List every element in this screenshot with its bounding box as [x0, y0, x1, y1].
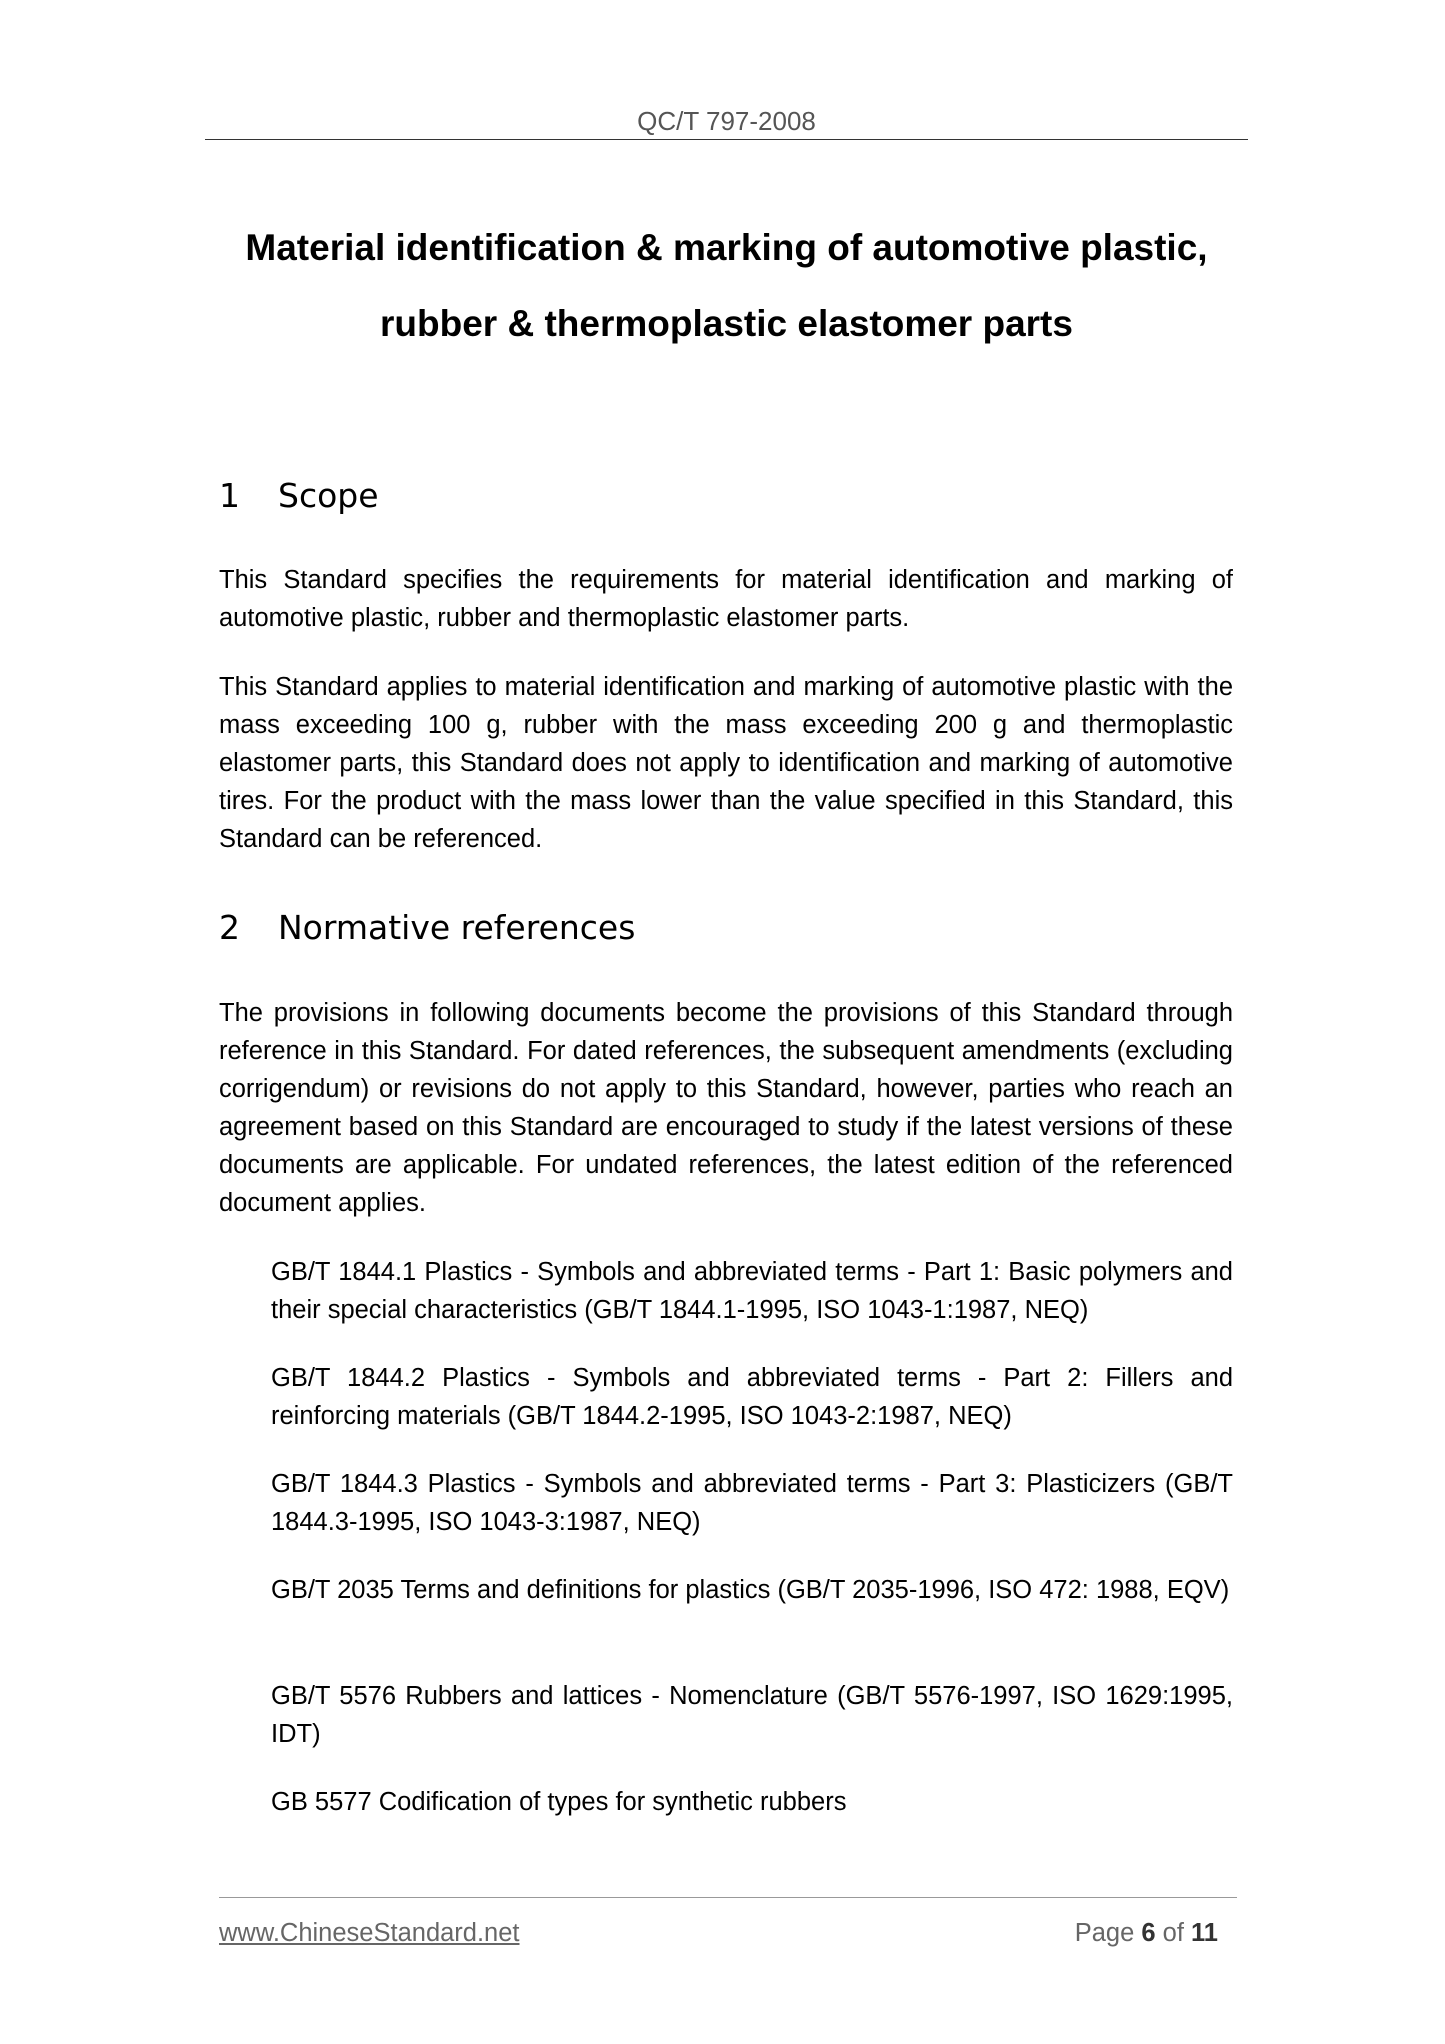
- footer-website-link[interactable]: www.ChineseStandard.net: [219, 1919, 520, 1947]
- page-header: QC/T 797-2008: [637, 106, 816, 136]
- reference-item: GB/T 2035 Terms and definitions for plastics (GB/T 2035-1996, ISO 472: 1988, EQV): [271, 1576, 1230, 1604]
- scope-paragraph: This Standard specifies the requirements for material identification and marking of automotive plastic, rubber and thermoplastic elastomer parts.: [219, 566, 1233, 632]
- section-heading-normative-references: [219, 906, 635, 950]
- document-title: [205, 210, 1248, 362]
- reference-item: GB/T 1844.2 Plastics - Symbols and abbreviated terms - Part 2: Fillers and reinforcing materials (GB/T 1844.2-1995, ISO 1043-2:1987, NEQ): [271, 1364, 1233, 1430]
- reference-item: GB 5577 Codification of types for synthetic rubbers: [271, 1788, 847, 1816]
- footer-rule: [219, 1897, 1237, 1898]
- page-current: 6: [1141, 1919, 1156, 1947]
- reference-item: GB/T 1844.3 Plastics - Symbols and abbreviated terms - Part 3: Plasticizers (GB/T 1844.3-1995, ISO 1043-3:1987, NEQ): [271, 1470, 1233, 1536]
- reference-item: GB/T 1844.1 Plastics - Symbols and abbreviated terms - Part 1: Basic polymers and their special characteristics (GB/T 1844.1-1995, ISO 1043-1:1987, NEQ): [271, 1258, 1233, 1324]
- document-title-line-1: Material identification & marking of automotive plastic,: [245, 227, 1208, 268]
- section-number: 2: [219, 908, 240, 947]
- page-separator: of: [1162, 1919, 1184, 1947]
- page-total: 11: [1191, 1919, 1218, 1947]
- page-number: [1075, 1916, 1218, 1950]
- section-number: 1: [219, 476, 240, 515]
- reference-item: GB/T 5576 Rubbers and lattices - Nomenclature (GB/T 5576-1997, ISO 1629:1995, IDT): [271, 1682, 1233, 1748]
- scope-paragraph: This Standard applies to material identification and marking of automotive plastic with the mass exceeding 100 g, rubber with the mass exceeding 200 g and thermoplastic elastomer parts, this Standard does not apply to identification and marking of automotive tires. For the product with the mass lower than the value specified in this Standard, this Standard can be referenced.: [219, 673, 1233, 853]
- section-title: Normative references: [278, 908, 636, 947]
- normative-references-intro: The provisions in following documents become the provisions of this Standard through reference in this Standard. For dated references, the subsequent amendments (excluding corrigendum) or revisions do not apply to this Standard, however, parties who reach an agreement based on this Standard are encouraged to study if the latest versions of these documents are applicable. For undated references, the latest edition of the referenced document applies.: [219, 999, 1233, 1217]
- section-title: Scope: [278, 476, 379, 515]
- section-heading-scope: [219, 474, 379, 518]
- document-title-line-2: rubber & thermoplastic elastomer parts: [380, 303, 1073, 344]
- header-rule: [205, 139, 1248, 140]
- page-prefix: Page: [1074, 1919, 1135, 1947]
